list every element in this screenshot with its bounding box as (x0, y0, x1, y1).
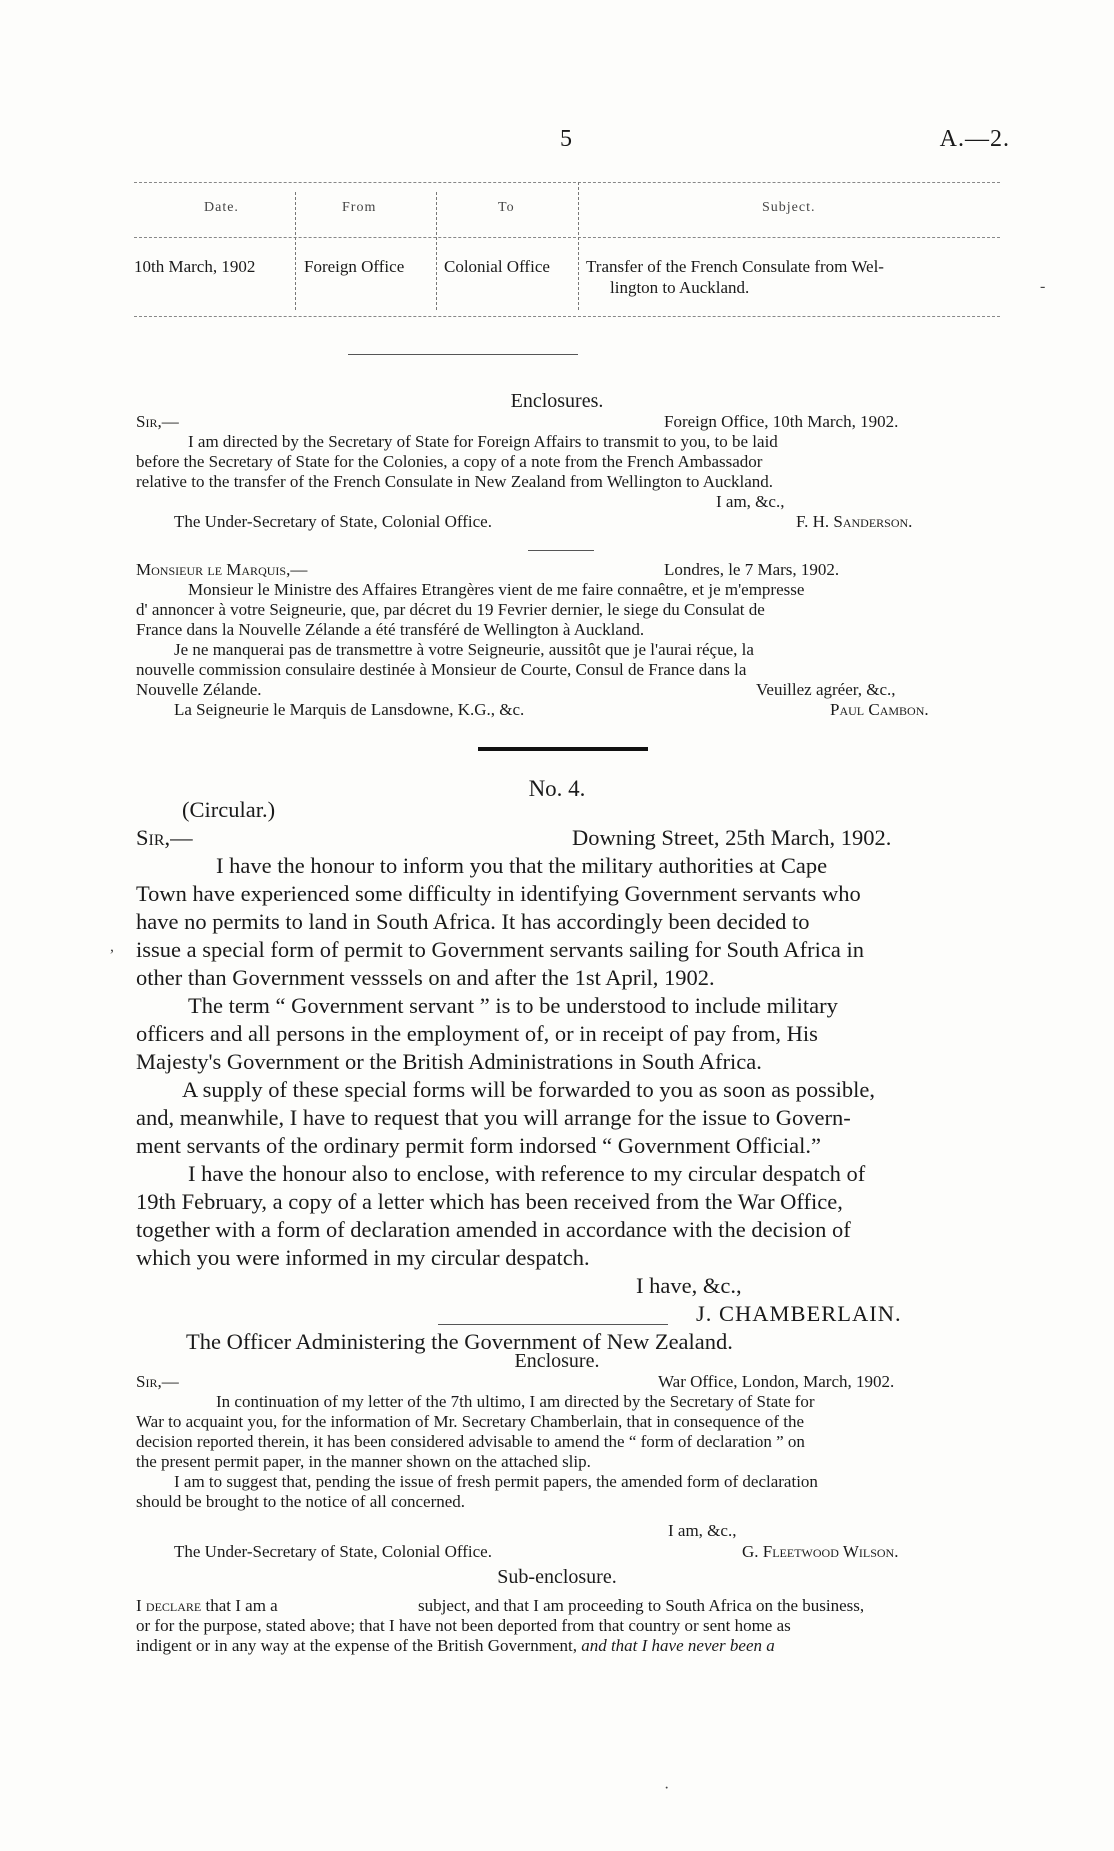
place-date: Foreign Office, 10th March, 1902. (664, 412, 899, 431)
signature: G. Fleetwood Wilson. (742, 1542, 899, 1561)
circular-despatch (136, 796, 1002, 1356)
page-reference: A.—2. (939, 126, 1010, 152)
column-divider (436, 192, 437, 310)
letter-french-ambassador (136, 560, 1002, 720)
body-line: relative to the transfer of the French Consulate in New Zealand from Wellington to Auckland. (136, 472, 774, 491)
row-subject (586, 256, 1000, 298)
place-date: Londres, le 7 Mars, 1902. (664, 560, 840, 579)
declaration-text: that I am a (205, 1596, 278, 1615)
sub-enclosure-title: Sub-enclosure. (497, 1566, 617, 1588)
no4-title: No. 4. (528, 776, 586, 801)
addressee: The Under-Secretary of State, Colonial Office. (174, 1542, 492, 1561)
signature: F. H. Sanderson. (796, 512, 913, 531)
body-line: Town have experienced some difficulty in identifying Government servants who (136, 881, 861, 906)
body-line: Majesty's Government or the British Administrations in South Africa. (136, 1049, 762, 1074)
salutation: Sir,— (136, 825, 193, 850)
letter-war-office (136, 1372, 1002, 1562)
salutation: Sir,— (136, 1372, 179, 1391)
body-line: War to acquaint you, for the information of Mr. Secretary Chamberlain, that in consequence of the (136, 1412, 805, 1431)
body-line: ment servants of the ordinary permit form indorsed “ Government Official.” (136, 1133, 821, 1158)
declare-word: I declare (136, 1596, 202, 1615)
closing: Veuillez agréer, &c., (756, 680, 896, 699)
body-line: which you were informed in my circular despatch. (136, 1245, 590, 1270)
column-divider (578, 182, 579, 310)
section-rule-thick (478, 747, 648, 751)
column-header-subject: Subject. (762, 200, 816, 215)
subject-line: Transfer of the French Consulate from Wel- (586, 257, 884, 276)
body-line: Nouvelle Zélande. (136, 680, 262, 699)
declaration-line: or for the purpose, stated above; that I have not been deported from that country or sent home as (136, 1616, 791, 1635)
addressee: La Seigneurie le Marquis de Lansdowne, K.G., &c. (174, 700, 525, 719)
body-line: before the Secretary of State for the Colonies, a copy of a note from the French Ambassador (136, 452, 763, 471)
margin-mark: , (110, 938, 114, 955)
separator-rule (528, 550, 594, 551)
margin-mark: · (664, 1780, 670, 1797)
body-line: Je ne manquerai pas de transmettre à votre Seigneurie, aussitôt que je l'aurai réçue, la (174, 640, 754, 659)
body-line: together with a form of declaration amended in accordance with the decision of (136, 1217, 851, 1242)
body-line: In continuation of my letter of the 7th ultimo, I am directed by the Secretary of State for (216, 1392, 815, 1411)
body-line: officers and all persons in the employment of, or in receipt of pay from, His (136, 1021, 818, 1046)
body-line: decision reported therein, it has been considered advisable to amend the “ form of declaration ” on (136, 1432, 805, 1451)
body-line: I am to suggest that, pending the issue of fresh permit papers, the amended form of declaration (174, 1472, 818, 1491)
margin-mark: - (1040, 278, 1046, 295)
body-line: I have the honour to inform you that the military authorities at Cape (216, 853, 828, 878)
row-date: 10th March, 1902 (134, 257, 256, 276)
salutation: Monsieur le Marquis,— (136, 560, 308, 579)
declaration-text: indigent or in any way at the expense of the British Government, (136, 1636, 577, 1655)
body-line: A supply of these special forms will be forwarded to you as soon as possible, (182, 1077, 876, 1102)
subject-line: lington to Auckland. (610, 278, 750, 297)
body-line: I am directed by the Secretary of State for Foreign Affairs to transmit to you, to be laid (188, 432, 778, 451)
circular-label: (Circular.) (182, 797, 276, 822)
body-line: should be brought to the notice of all concerned. (136, 1492, 466, 1511)
place-date: War Office, London, March, 1902. (658, 1372, 895, 1391)
section-rule (438, 1324, 668, 1325)
column-divider (295, 192, 296, 310)
row-from: Foreign Office (304, 257, 405, 276)
page-number: 5 (560, 126, 572, 152)
body-line: other than Government vesssels on and after the 1st April, 1902. (136, 965, 715, 990)
row-to: Colonial Office (444, 257, 550, 276)
column-header-to: To (498, 200, 515, 215)
body-line: and, meanwhile, I have to request that you will arrange for the issue to Govern- (136, 1105, 851, 1130)
column-header-from: From (342, 200, 377, 215)
closing: I have, &c., (636, 1273, 742, 1298)
section-rule (348, 354, 578, 355)
body-line: d' annoncer à votre Seigneurie, que, par décret du 19 Fevrier dernier, le siege du Consulat de (136, 600, 765, 619)
column-header-date: Date. (204, 200, 239, 215)
body-line: nouvelle commission consulaire destinée à Monsieur de Courte, Consul de France dans la (136, 660, 747, 679)
enclosures-title: Enclosures. (510, 390, 604, 412)
body-line: Monsieur le Ministre des Affaires Etrangères vient de me faire connaêtre, et je m'empresse (188, 580, 805, 599)
declaration (136, 1596, 1002, 1656)
place-date: Downing Street, 25th March, 1902. (572, 825, 892, 850)
table-header-rule (134, 237, 1000, 238)
signature: J. CHAMBERLAIN. (696, 1301, 902, 1326)
body-line: the present permit paper, in the manner shown on the attached slip. (136, 1452, 591, 1471)
declaration-text-italic: and that I have never been a (581, 1636, 775, 1655)
enclosure-title: Enclosure. (514, 1350, 600, 1372)
addressee: The Officer Administering the Government of New Zealand. (186, 1329, 733, 1354)
body-line: The term “ Government servant ” is to be understood to include military (188, 993, 838, 1018)
body-line: France dans la Nouvelle Zélande a été transféré de Wellington à Auckland. (136, 620, 645, 639)
body-line: I have the honour also to enclose, with reference to my circular despatch of (188, 1161, 866, 1186)
declaration-text: subject, and that I am proceeding to South Africa on the business, (418, 1596, 865, 1615)
table-top-rule (134, 182, 1000, 183)
closing: I am, &c., (716, 492, 785, 511)
letter-foreign-office (136, 412, 1002, 532)
register-table (134, 182, 1000, 322)
salutation: Sir,— (136, 412, 179, 431)
signature: Paul Cambon. (830, 700, 929, 719)
body-line: issue a special form of permit to Government servants sailing for South Africa in (136, 937, 864, 962)
closing: I am, &c., (668, 1521, 737, 1540)
addressee: The Under-Secretary of State, Colonial Office. (174, 512, 492, 531)
body-line: have no permits to land in South Africa. It has accordingly been decided to (136, 909, 810, 934)
body-line: 19th February, a copy of a letter which has been received from the War Office, (136, 1189, 843, 1214)
table-bottom-rule (134, 316, 1000, 317)
